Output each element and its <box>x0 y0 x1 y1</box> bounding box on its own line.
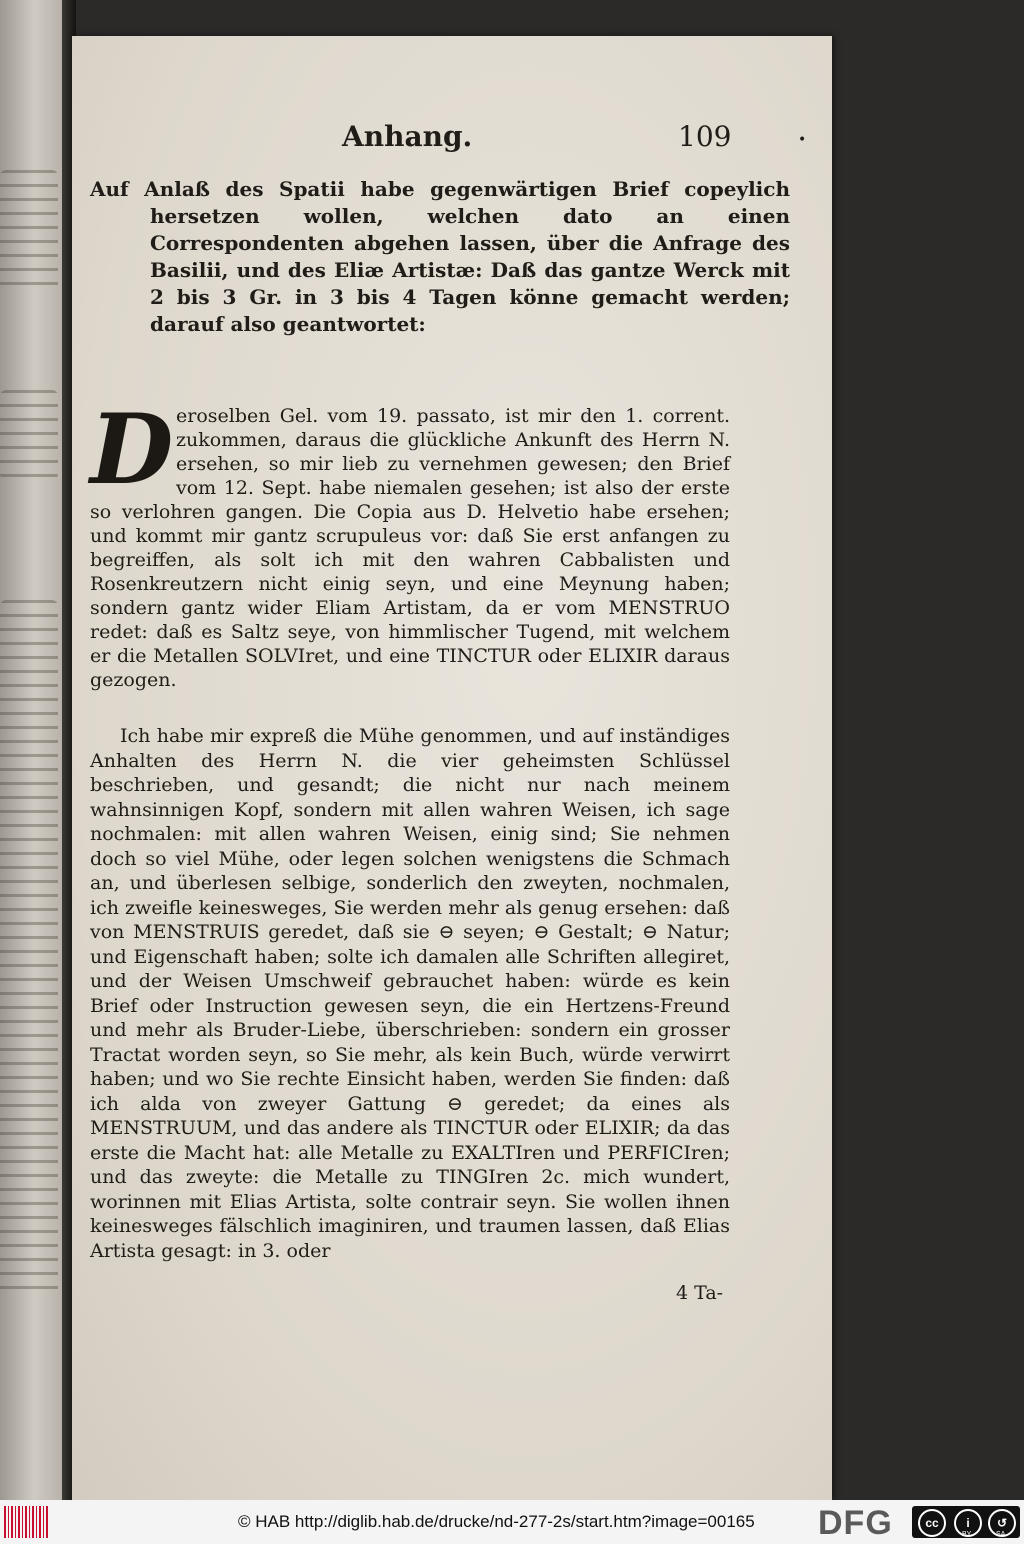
source-credit-link[interactable]: © HAB http://diglib.hab.de/drucke/nd-277-2s/start.htm?image=00165 <box>238 1512 755 1531</box>
drop-cap: D <box>90 393 174 506</box>
cc-license-badge[interactable] <box>912 1506 1020 1538</box>
body-paragraph: Ich habe mir expreß die Mühe genommen, und auf inständiges Anhalten des Herrn N. die vier geheimsten Schlüssel beschrieben, und gesandt; die nicht nur nach meinem wahnsinnigen Kopf, sondern mit allen wahren Weisen, ich sage nochmalen: mit allen wahren Weisen, einig sind; Sie nehmen doch so viel Mühe, oder legen solchen wenigstens die Schmach an, und überlesen selbige, sonderlich den zweyten, nochmalen, ich zweifle keinesweges, Sie werden mehr als genug ersehen: daß von MENSTRUIS geredet, daß sie ⊖ seyen; ⊖ Gestalt; ⊖ Natur; und Eigenschaft haben; solte ich damalen alle Schriften allegiret, und der Weisen Umschweif gebrauchet haben: würde es kein Brief oder Instruction gewesen seyn, die ein Hertzens-Freund und mehr als Bruder-Liebe, überschrieben: sondern ein grosser Tractat worden seyn, so Sie mehr, als kein Buch, würde verwirrt haben; und wo Sie rechte Einsicht haben, werden Sie finden: daß ich alda von zweyer Gattung ⊖ geredet; da eines als MENSTRUUM, und das andere als TINCTUR oder ELIXIR; da das erste die Macht hat: alle Metalle zu EXALTIren und PERFICIren; und das zweyte: die Metalle zu TINGIren 2c. mich wundert, worinnen mit Elias Artista, solte contrair seyn. Sie wollen ihnen keinesweges fälschlich imaginiren, und traumen lassen, daß Elias Artista gesagt: in 3. oder <box>90 725 730 1262</box>
adjacent-page-text <box>0 170 58 290</box>
by-icon: i <box>954 1509 982 1537</box>
page-header <box>72 120 832 160</box>
catchword: 4 Ta- <box>676 1282 724 1304</box>
margin-mark: • <box>798 132 807 148</box>
adjacent-page-edge <box>0 0 62 1500</box>
book-page <box>72 36 832 1500</box>
sa-icon: ↺ <box>988 1509 1016 1537</box>
adjacent-page-ornament <box>0 390 58 480</box>
dfg-logo: DFG <box>818 1504 893 1542</box>
intro-paragraph: Auf Anlaß des Spatii habe gegenwärtigen Brief copeylich hersetzen wollen, welchen dato an einen Correspondenten abgehen lassen, über die Anfrage des Basilii, und des Eliæ Artistæ: Daß das gantze Werck mit 2 bis 3 Gr. in 3 bis 4 Tagen könne gemacht werden; darauf also geantwortet: <box>90 177 790 336</box>
letter-text: eroselben Gel. vom 19. passato, ist mir den 1. corrent. zukommen, daraus die glückliche Ankunft des Herrn N. ersehen, so mir lieb zu vernehmen gewesen; den Brief vom 12. Sept. habe niemalen gesehen; ist also der erste so verlohren gangen. Die Copia aus D. Helvetio habe ersehen; und kommt mir gantz scrupuleus vor: daß Sie erst anfangen zu begreiffen, als solt ich mit den wahren Cabbalisten und Rosenkreutzern nicht einig seyn, und eine Meynung haben; sondern gantz wider Eliam Artistam, da er vom MENSTRUO redet: daß es Saltz seye, von himmlischer Tugend, mit welchem er die Metallen SOLVIret, und eine TINCTUR oder ELIXIR daraus gezogen. <box>90 405 730 691</box>
footer-bar <box>0 1500 1024 1544</box>
cc-icon: cc <box>918 1509 946 1537</box>
adjacent-page-text <box>0 600 58 1300</box>
sa-label: SA <box>996 1531 1006 1538</box>
running-head: Anhang. <box>342 120 473 153</box>
by-label: BY <box>962 1531 972 1538</box>
page-number: 109 <box>678 120 732 153</box>
library-barcode-icon <box>4 1506 48 1538</box>
letter-paragraph <box>90 393 730 692</box>
